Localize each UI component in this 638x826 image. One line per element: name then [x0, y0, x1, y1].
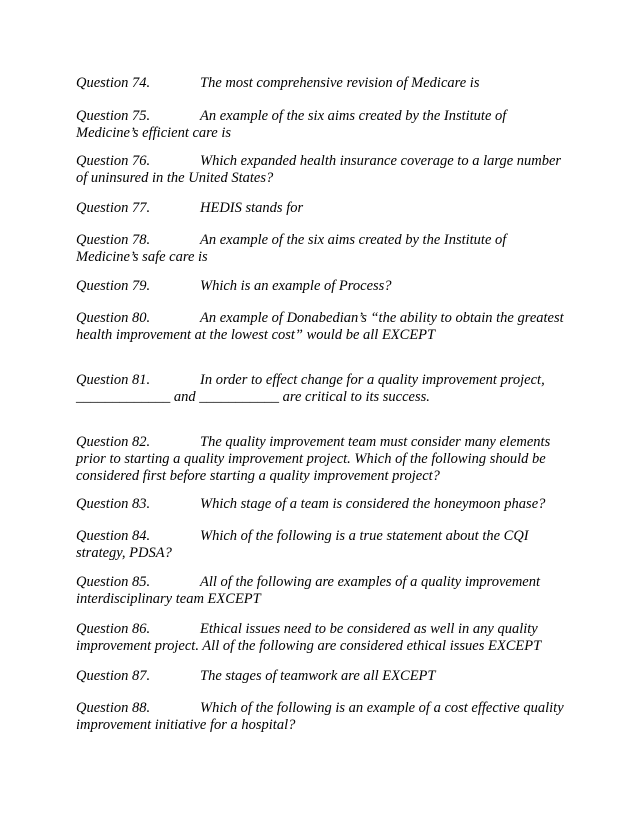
question-text: The most comprehensive revision of Medicare is — [200, 75, 480, 91]
question-number: Question 83. — [76, 496, 151, 512]
question-79 — [76, 278, 566, 295]
question-text: Which is an example of Process? — [200, 278, 392, 294]
question-text: The stages of teamwork are all EXCEPT — [200, 668, 436, 684]
question-number: Question 78. — [76, 232, 151, 248]
question-74 — [76, 75, 566, 92]
question-number: Question 85. — [76, 574, 151, 590]
question-text: An example of Donabedian’s “the ability to obtain the greatest health improvement at the lowest cost” would be all EXCEPT — [76, 310, 564, 343]
question-75 — [76, 108, 566, 142]
question-number: Question 86. — [76, 621, 151, 637]
question-number: Question 74. — [76, 75, 151, 91]
question-number: Question 88. — [76, 700, 151, 716]
question-number: Question 79. — [76, 278, 151, 294]
question-text: In order to effect change for a quality improvement project, _____________ and ___________ are critical to its success. — [76, 372, 545, 405]
question-number: Question 76. — [76, 153, 151, 169]
question-number: Question 80. — [76, 310, 151, 326]
question-text: HEDIS stands for — [200, 200, 304, 216]
question-number: Question 81. — [76, 372, 151, 388]
question-text: Ethical issues need to be considered as well in any quality improvement project. All of the following are considered ethical issues EXCEPT — [76, 621, 542, 654]
question-87 — [76, 668, 566, 685]
question-80 — [76, 310, 566, 344]
question-text: Which of the following is an example of a cost effective quality improvement initiative for a hospital? — [76, 700, 564, 733]
question-81 — [76, 372, 566, 406]
question-text: Which expanded health insurance coverage to a large number of uninsured in the United States? — [76, 153, 562, 186]
question-number: Question 75. — [76, 108, 151, 124]
question-text: An example of the six aims created by the Institute of Medicine’s efficient care is — [76, 108, 507, 141]
question-number: Question 84. — [76, 528, 151, 544]
question-text: The quality improvement team must consider many elements prior to starting a quality improvement project. Which of the following should be considered first before starting a quality improvement project? — [76, 434, 551, 484]
question-number: Question 77. — [76, 200, 151, 216]
question-77 — [76, 200, 566, 217]
question-82 — [76, 434, 566, 485]
question-text: An example of the six aims created by the Institute of Medicine’s safe care is — [76, 232, 507, 265]
question-number: Question 87. — [76, 668, 151, 684]
question-84 — [76, 528, 566, 562]
question-76 — [76, 153, 566, 187]
question-85 — [76, 574, 566, 608]
question-83 — [76, 496, 566, 513]
question-text: All of the following are examples of a quality improvement interdisciplinary team EXCEPT — [76, 574, 541, 607]
question-86 — [76, 621, 566, 655]
question-78 — [76, 232, 566, 266]
question-text: Which stage of a team is considered the honeymoon phase? — [200, 496, 546, 512]
question-88 — [76, 700, 566, 734]
question-text: Which of the following is a true statement about the CQI strategy, PDSA? — [76, 528, 529, 561]
question-number: Question 82. — [76, 434, 151, 450]
